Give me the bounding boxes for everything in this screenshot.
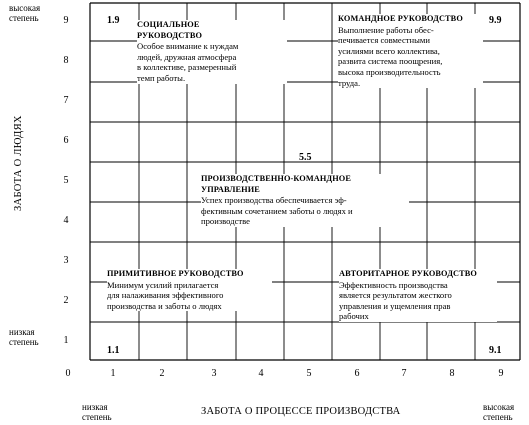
middle-style-block bbox=[201, 174, 409, 227]
team-style-title: КОМАНДНОЕ РУКОВОДСТВО bbox=[338, 14, 463, 23]
middle-style-text: Успех производства обеспечивается эф- фективным сочетанием заботы о людях и производстве bbox=[201, 195, 353, 227]
coord-9-9: 9.9 bbox=[489, 15, 502, 26]
y-high-label: высокая степень bbox=[9, 3, 41, 23]
coord-1-9: 1.9 bbox=[107, 15, 120, 26]
authoritarian-style-title: АВТОРИТАРНОЕ РУКОВОДСТВО bbox=[339, 269, 477, 278]
y-tick-1: 1 bbox=[63, 335, 69, 346]
y-tick-4: 4 bbox=[63, 215, 69, 226]
x-tick-8: 8 bbox=[449, 368, 455, 379]
coord-5-5: 5.5 bbox=[299, 152, 312, 163]
team-style-text: Выполнение работы обес- печивается совместными усилиями всего коллектива, развита система поощрения, высока производительность труда. bbox=[338, 24, 443, 88]
y-tick-9: 9 bbox=[63, 15, 69, 26]
coord-1-1: 1.1 bbox=[107, 345, 120, 356]
x-tick-0: 0 bbox=[65, 368, 71, 379]
social-style-text: Особое внимание к нуждам людей, дружная атмосфера в коллективе, размеренный темп работы. bbox=[137, 41, 239, 83]
y-tick-8: 8 bbox=[63, 55, 69, 66]
authoritarian-style-block bbox=[339, 269, 497, 322]
primitive-style-block bbox=[107, 269, 272, 311]
y-tick-7: 7 bbox=[63, 95, 69, 106]
coord-9-1: 9.1 bbox=[489, 345, 502, 356]
x-tick-6: 6 bbox=[354, 368, 360, 379]
y-tick-3: 3 bbox=[63, 255, 69, 266]
x-axis-title: ЗАБОТА О ПРОЦЕССЕ ПРОИЗВОДСТВА bbox=[201, 406, 401, 417]
social-style-title: СОЦИАЛЬНОЕ РУКОВОДСТВО bbox=[137, 20, 203, 40]
primitive-style-title: ПРИМИТИВНОЕ РУКОВОДСТВО bbox=[107, 269, 244, 278]
x-tick-9: 9 bbox=[498, 368, 504, 379]
x-tick-4: 4 bbox=[258, 368, 264, 379]
authoritarian-style-text: Эффективность производства является результатом жесткого управления и ущемления прав рабочих bbox=[339, 279, 452, 322]
x-tick-7: 7 bbox=[401, 368, 407, 379]
x-tick-2: 2 bbox=[159, 368, 165, 379]
y-tick-6: 6 bbox=[63, 135, 69, 146]
middle-style-title: ПРОИЗВОДСТВЕННО-КОМАНДНОЕ УПРАВЛЕНИЕ bbox=[201, 174, 351, 194]
x-tick-1: 1 bbox=[110, 368, 116, 379]
x-tick-3: 3 bbox=[211, 368, 217, 379]
y-low-label: низкая степень bbox=[9, 327, 39, 347]
primitive-style-text: Минимум усилий прилагается для налаживания эффективного производства и заботы о людях bbox=[107, 279, 224, 311]
x-low-label: низкая степень bbox=[82, 402, 112, 422]
x-tick-5: 5 bbox=[306, 368, 312, 379]
y-axis-title: ЗАБОТА О ЛЮДЯХ bbox=[13, 115, 24, 211]
social-style-block bbox=[137, 20, 287, 84]
y-tick-2: 2 bbox=[63, 295, 69, 306]
x-high-label: высокая степень bbox=[483, 402, 515, 422]
y-tick-5: 5 bbox=[63, 175, 69, 186]
team-style-block bbox=[338, 14, 483, 88]
